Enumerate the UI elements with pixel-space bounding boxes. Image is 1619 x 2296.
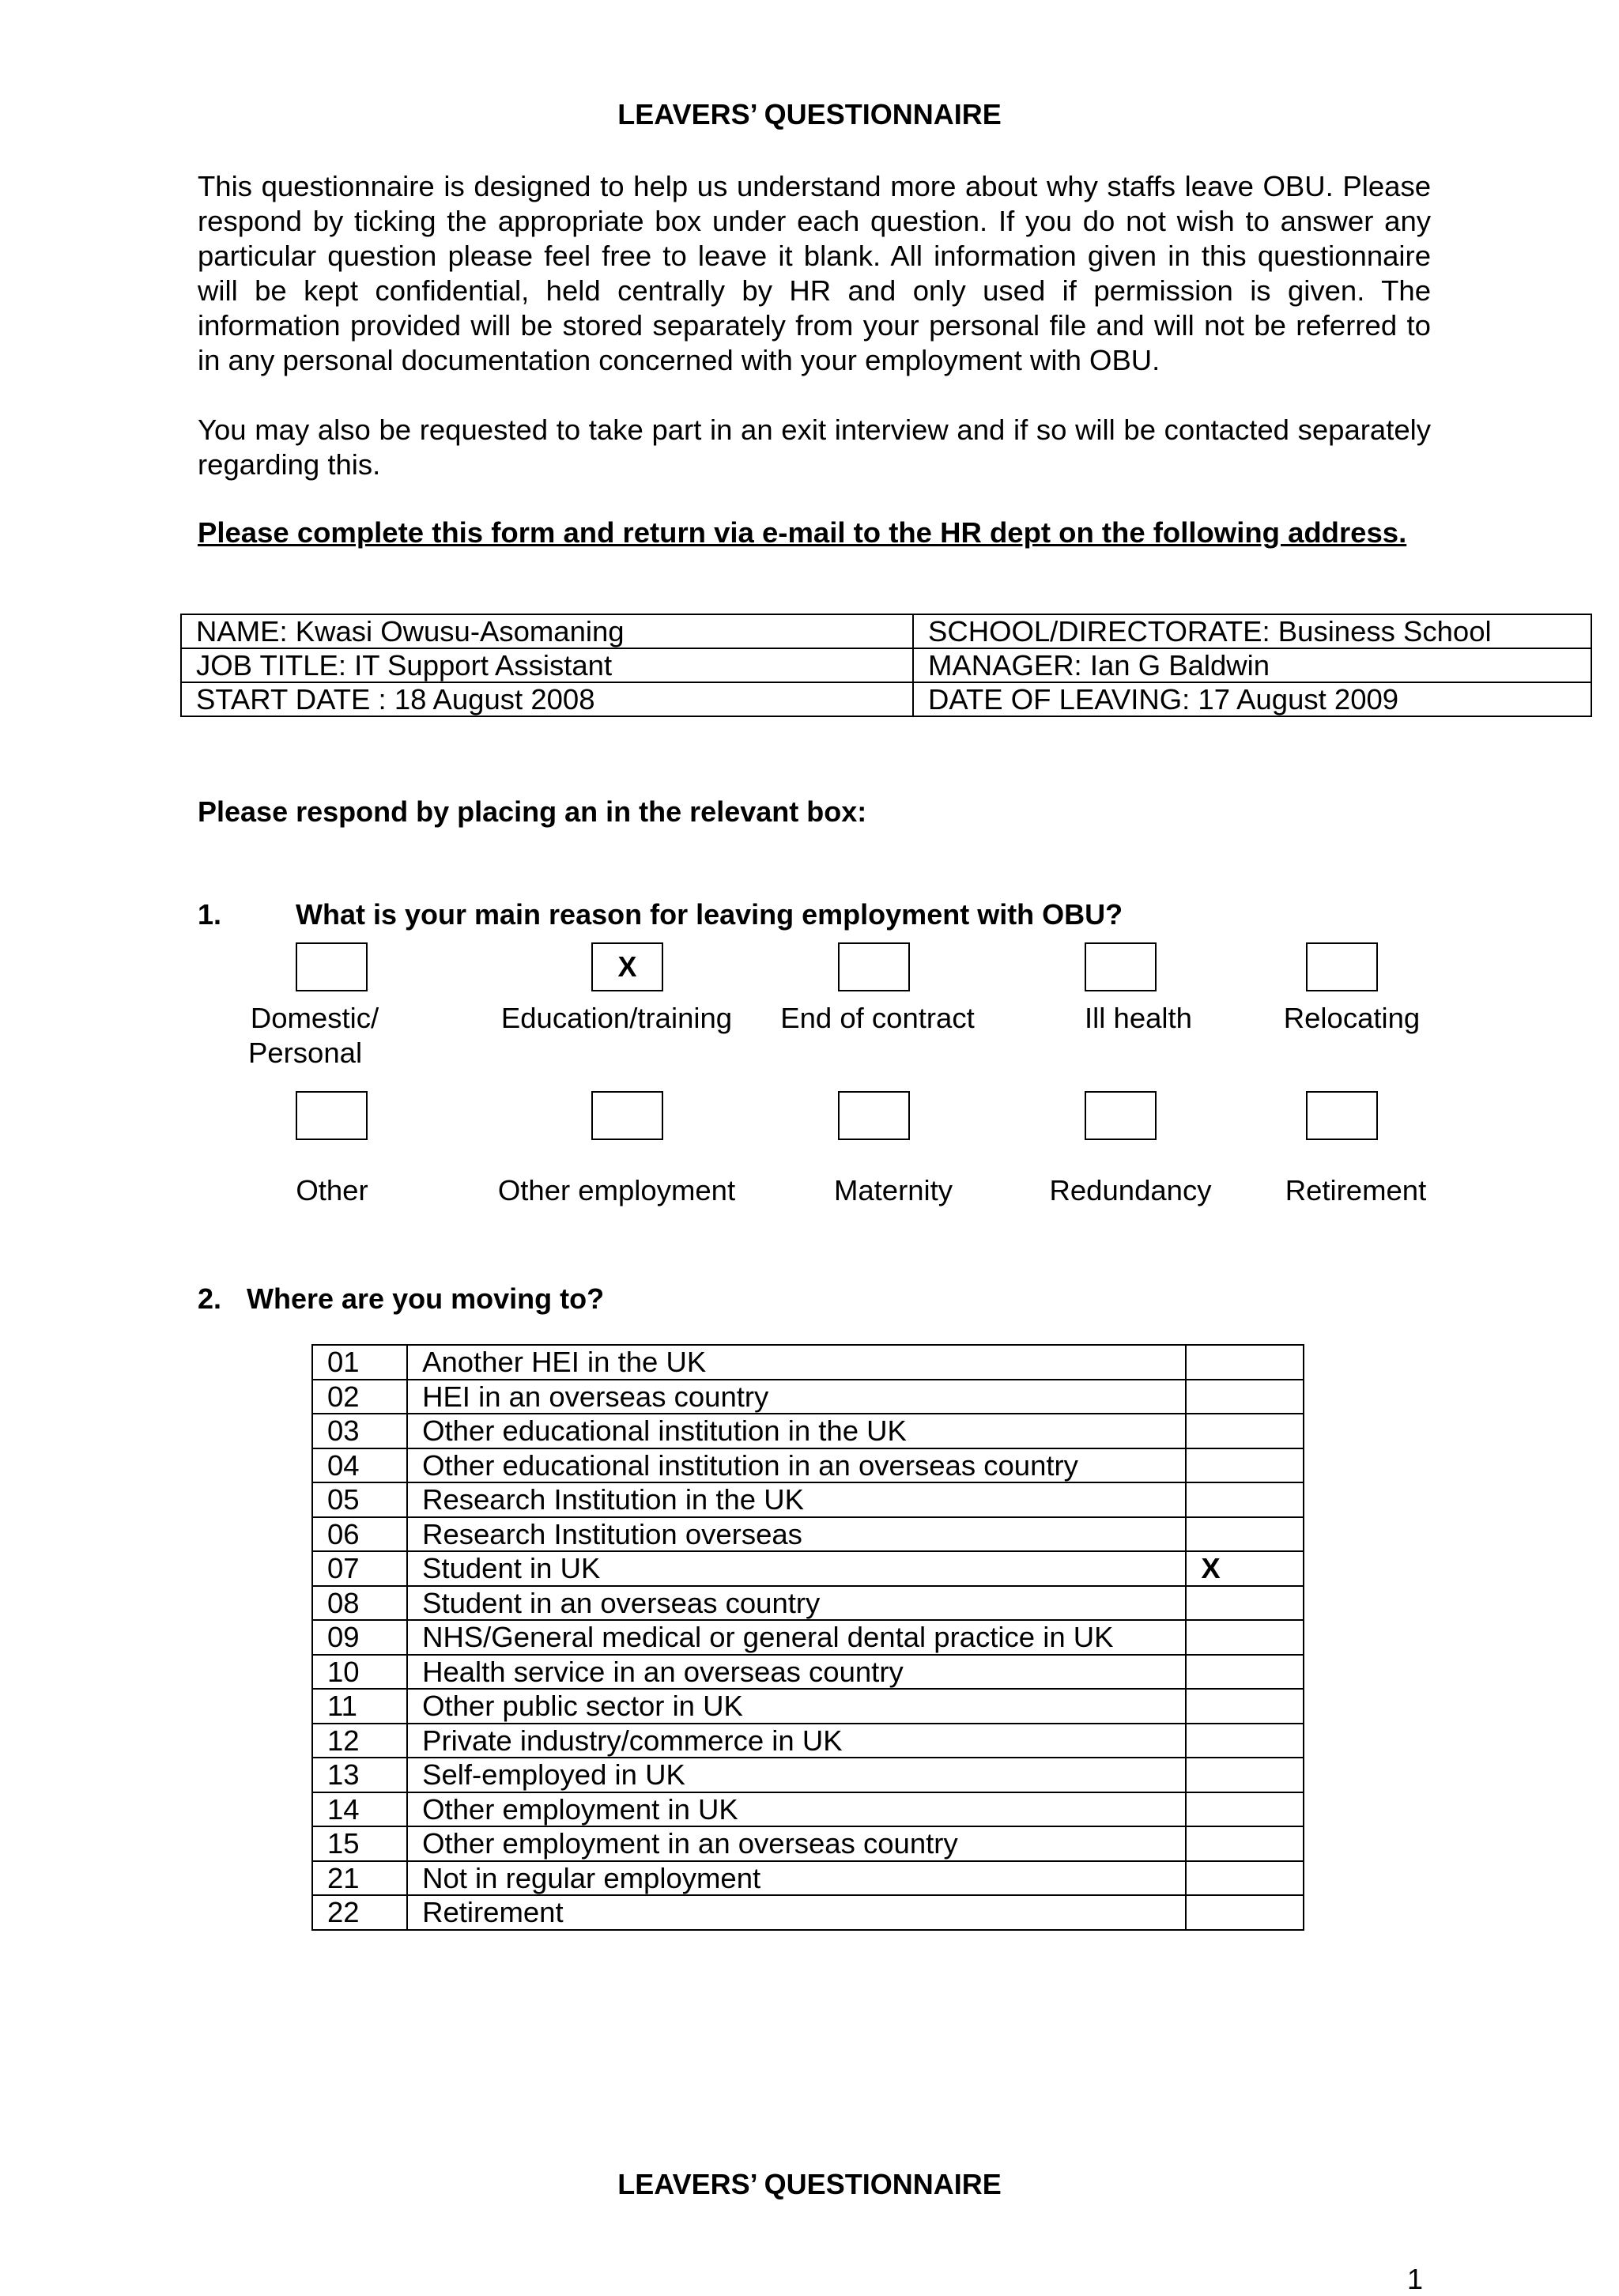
row-code: 13 (312, 1758, 407, 1792)
school-field[interactable]: SCHOOL/DIRECTORATE: Business School (913, 614, 1591, 648)
table-row (312, 1689, 1304, 1724)
row-code: 05 (312, 1482, 407, 1517)
reason-label-domestic (237, 1001, 392, 1071)
reason-checkbox-domestic[interactable] (296, 942, 368, 991)
reason-label-education: Education/training (500, 1002, 733, 1034)
table-row (312, 1517, 1304, 1552)
row-code: 06 (312, 1517, 407, 1552)
date-of-leaving-field[interactable]: DATE OF LEAVING: 17 August 2009 (913, 682, 1591, 716)
reason-label-redundancy: Redundancy (1049, 1174, 1212, 1207)
table-row (312, 1345, 1304, 1380)
row-code: 15 (312, 1826, 407, 1861)
reason-checkbox-redundancy[interactable] (1085, 1091, 1157, 1140)
row-code: 12 (312, 1724, 407, 1758)
reason-checkbox-relocating[interactable] (1306, 942, 1378, 991)
row-description: NHS/General medical or general dental practice in UK (407, 1620, 1186, 1655)
row-mark-cell[interactable] (1186, 1724, 1304, 1758)
row-code: 22 (312, 1895, 407, 1930)
table-row (312, 1482, 1304, 1517)
employee-details-table (180, 614, 1592, 717)
row-description: HEI in an overseas country (407, 1380, 1186, 1414)
row-mark-cell[interactable] (1186, 1826, 1304, 1861)
row-description: Other employment in an overseas country (407, 1826, 1186, 1861)
question2-text: Where are you moving to? (247, 1282, 605, 1315)
row-code: 02 (312, 1380, 407, 1414)
question1-number: 1. (198, 898, 222, 931)
destination-table (311, 1344, 1304, 1931)
start-date-field[interactable]: START DATE : 18 August 2008 (181, 682, 913, 716)
row-mark-cell[interactable] (1186, 1380, 1304, 1414)
row-mark-cell[interactable] (1186, 1482, 1304, 1517)
row-mark-cell[interactable] (1186, 1586, 1304, 1621)
row-mark-cell[interactable] (1186, 1792, 1304, 1827)
row-description: Research Institution overseas (407, 1517, 1186, 1552)
table-row (312, 1380, 1304, 1414)
question2-number: 2. (198, 1282, 222, 1315)
page-title: LEAVERS’ QUESTIONNAIRE (617, 98, 1002, 130)
row-mark-cell[interactable] (1186, 1689, 1304, 1724)
row-description: Another HEI in the UK (407, 1345, 1186, 1380)
reason-label-line: Domestic/ (250, 1002, 379, 1034)
row-mark-cell[interactable] (1186, 1861, 1304, 1896)
row-code: 08 (312, 1586, 407, 1621)
table-row (312, 1826, 1304, 1861)
reason-checkbox-maternity[interactable] (838, 1091, 910, 1140)
row-code: 21 (312, 1861, 407, 1896)
row-description: Other educational institution in the UK (407, 1414, 1186, 1448)
row-mark-cell[interactable] (1186, 1448, 1304, 1483)
row-code: 09 (312, 1620, 407, 1655)
reason-checkbox-ill-health[interactable] (1085, 942, 1157, 991)
row-code: 04 (312, 1448, 407, 1483)
table-row (312, 1861, 1304, 1896)
row-code: 01 (312, 1345, 407, 1380)
reason-checkbox-education[interactable]: X (591, 942, 663, 991)
row-description: Other public sector in UK (407, 1689, 1186, 1724)
table-row (312, 1792, 1304, 1827)
table-row (312, 1620, 1304, 1655)
reason-checkbox-other[interactable] (296, 1091, 368, 1140)
row-description: Private industry/commerce in UK (407, 1724, 1186, 1758)
row-description: Other employment in UK (407, 1792, 1186, 1827)
row-description: Not in regular employment (407, 1861, 1186, 1896)
row-code: 11 (312, 1689, 407, 1724)
return-instruction: Please complete this form and return via e-mail to the HR dept on the following address. (198, 516, 1407, 549)
respond-instruction: Please respond by placing an in the relevant box: (198, 795, 867, 828)
reason-label-end-of-contract: End of contract (780, 1002, 975, 1034)
row-mark-cell[interactable] (1186, 1620, 1304, 1655)
row-code: 03 (312, 1414, 407, 1448)
reason-label-other-employment: Other employment (497, 1174, 736, 1207)
row-mark-cell[interactable] (1186, 1414, 1304, 1448)
row-mark-cell[interactable] (1186, 1895, 1304, 1930)
job-title-field[interactable]: JOB TITLE: IT Support Assistant (181, 648, 913, 682)
reason-label-ill-health: Ill health (1085, 1002, 1192, 1034)
table-row (312, 1551, 1304, 1586)
details-row (181, 682, 1591, 716)
table-row (312, 1414, 1304, 1448)
row-description: Self-employed in UK (407, 1758, 1186, 1792)
row-mark-cell[interactable] (1186, 1517, 1304, 1552)
table-row (312, 1895, 1304, 1930)
page-number: 1 (1407, 2263, 1424, 2295)
row-mark-cell[interactable] (1186, 1345, 1304, 1380)
reason-label-line: Personal (248, 1037, 363, 1069)
row-description: Other educational institution in an overseas country (407, 1448, 1186, 1483)
row-code: 10 (312, 1655, 407, 1690)
details-row (181, 614, 1591, 648)
row-description: Research Institution in the UK (407, 1482, 1186, 1517)
table-row (312, 1724, 1304, 1758)
row-description: Health service in an overseas country (407, 1655, 1186, 1690)
row-code: 14 (312, 1792, 407, 1827)
reason-label-relocating: Relocating (1283, 1002, 1421, 1034)
reason-checkbox-other-employment[interactable] (591, 1091, 663, 1140)
row-code: 07 (312, 1551, 407, 1586)
name-field[interactable]: NAME: Kwasi Owusu-Asomaning (181, 614, 913, 648)
row-description: Retirement (407, 1895, 1186, 1930)
exit-interview-paragraph: You may also be requested to take part in an exit interview and if so will be contacted separately regarding this. (198, 414, 1431, 481)
reason-label-other: Other (296, 1174, 368, 1207)
table-row (312, 1758, 1304, 1792)
table-row (312, 1655, 1304, 1690)
reason-checkbox-end-of-contract[interactable] (838, 942, 910, 991)
reason-label-retirement: Retirement (1285, 1174, 1427, 1207)
row-mark-cell[interactable] (1186, 1655, 1304, 1690)
row-description: Student in UK (407, 1551, 1186, 1586)
row-mark-cell[interactable]: X (1186, 1551, 1304, 1586)
row-mark-cell[interactable] (1186, 1758, 1304, 1792)
table-row (312, 1448, 1304, 1483)
intro-paragraph: This questionnaire is designed to help us understand more about why staffs leave OBU. Please respond by ticking the appropriate box under each question. If you do not wish to answer any particular question please feel free to leave it blank. All information given in this questionnaire will be kept confidential, held centrally by HR and only used if permission is given. The information provided will be stored separately from your personal file and will not be referred to in any personal documentation concerned with your employment with OBU. (198, 170, 1431, 376)
footer-title: LEAVERS’ QUESTIONNAIRE (617, 2168, 1002, 2200)
reason-checkbox-retirement[interactable] (1306, 1091, 1378, 1140)
manager-field[interactable]: MANAGER: Ian G Baldwin (913, 648, 1591, 682)
reason-label-maternity: Maternity (833, 1174, 953, 1207)
table-row (312, 1586, 1304, 1621)
question1-text: What is your main reason for leaving employment with OBU? (296, 898, 1123, 931)
row-description: Student in an overseas country (407, 1586, 1186, 1621)
details-row (181, 648, 1591, 682)
